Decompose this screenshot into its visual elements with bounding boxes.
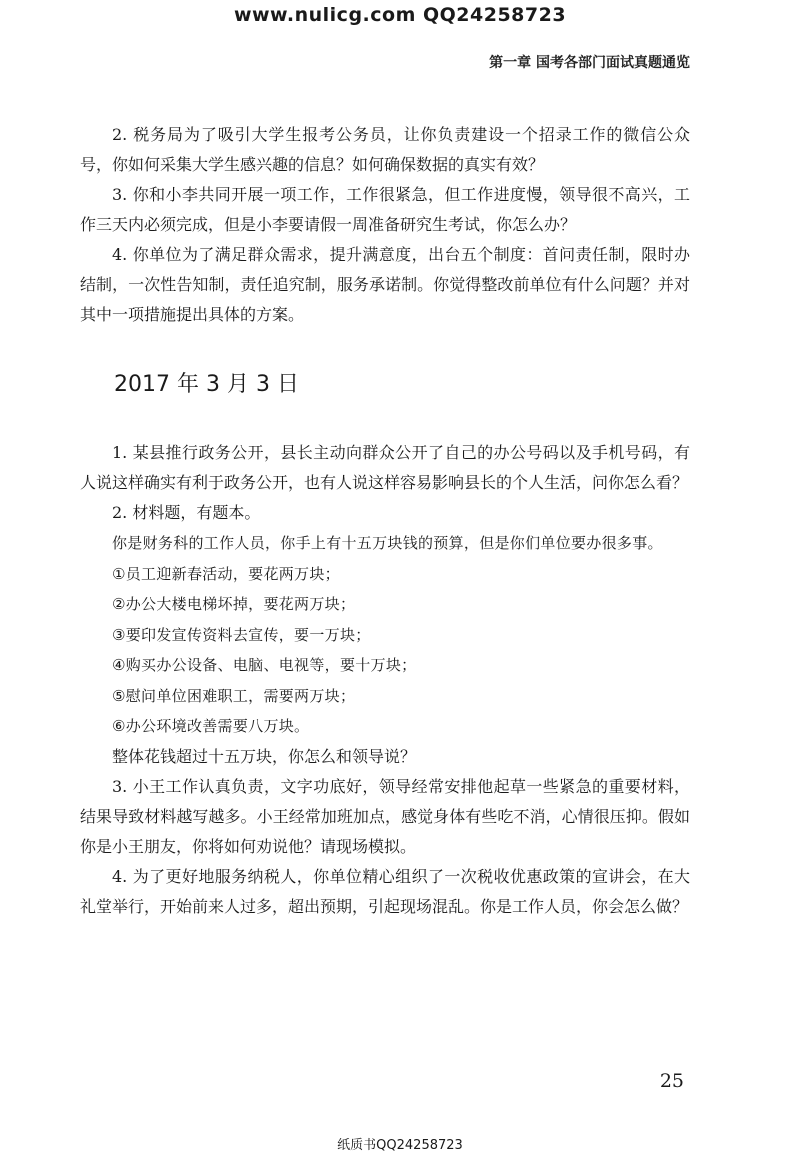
material-line: ⑥办公环境改善需要八万块。 [112, 717, 310, 735]
material-line: 你是财务科的工作人员，你手上有十五万块钱的预算，但是你们单位要办很多事。 [112, 534, 663, 552]
material-line: ③要印发宣传资料去宣传，要一万块； [112, 625, 371, 644]
material-line: ①员工迎新春活动，要花两万块； [112, 564, 340, 583]
question-3: 3. 你和小李共同开展一项工作，工作很紧急，但工作进度慢，领导很不高兴，工作三天内必须完成，但是小李要请假一周准备研究生考试，你怎么办？ [80, 185, 690, 234]
bottom-watermark: 纸质书QQ24258723 [337, 1138, 463, 1153]
page-number: 25 [659, 1070, 684, 1092]
exam-question-4: 4. 为了更好地服务纳税人，你单位精心组织了一次税收优惠政策的宣讲会，在大礼堂举行，开始前来人过多，超出预期，引起现场混乱。你是工作人员，你会怎么做？ [80, 866, 690, 916]
top-watermark: www.nulicg.com QQ24258723 [233, 4, 567, 26]
material-line: ②办公大楼电梯坏掉，要花两万块； [112, 595, 356, 613]
question-4: 4. 你单位为了满足群众需求，提升满意度，出台五个制度：首问责任制，限时办结制，一次性告知制，责任追究制，服务承诺制。你觉得整改前单位有什么问题？并对其中一项措施提出具体的方案。 [80, 245, 690, 324]
page-body [80, 120, 690, 922]
exam-question-2-intro: 2. 材料题，有题本。 [112, 503, 261, 522]
question-2: 2. 税务局为了吸引大学生报考公务员，让你负责建设一个招录工作的微信公众号，你如何采集大学生感兴趣的信息？如何确保数据的真实有效？ [80, 125, 690, 174]
exam-question-1: 1. 某县推行政务公开，县长主动向群众公开了自己的办公号码以及手机号码，有人说这样确实有利于政务公开，也有人说这样容易影响县长的个人生活，问你怎么看？ [80, 443, 690, 492]
material-line: ④购买办公设备、电脑、电视等，要十万块； [112, 656, 417, 674]
exam-question-3: 3. 小王工作认真负责，文字功底好，领导经常安排他起草一些紧急的重要材料，结果导致材料越写越多。小王经常加班加点，感觉身体有些吃不消，心情很压抑。假如你是小王朋友，你将如何劝说他？请现场模拟。 [80, 776, 690, 856]
date-heading: 2017 年 3 月 3 日 [114, 372, 299, 397]
material-line: ⑤慰问单位困难职工，需要两万块； [112, 686, 356, 705]
running-header: 第一章 国考各部门面试真题通览 [489, 55, 690, 71]
exam-question-2-ask: 整体花钱超过十五万块，你怎么和领导说？ [112, 746, 417, 766]
